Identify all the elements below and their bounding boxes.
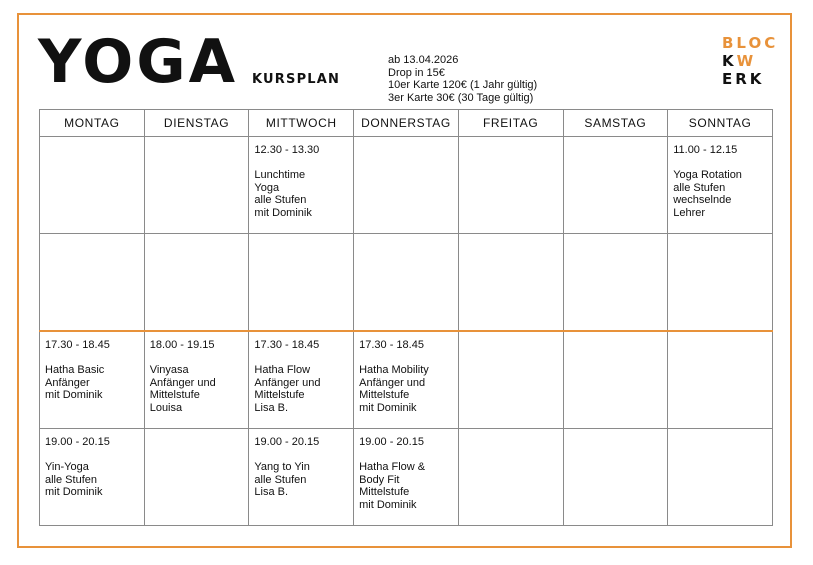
class-detail: alle Stufen bbox=[254, 473, 307, 486]
class-slot bbox=[668, 137, 773, 234]
class-detail: Anfänger bbox=[45, 376, 90, 389]
class-detail: Hatha Mobility bbox=[359, 363, 429, 376]
class-detail: Mittelstufe bbox=[254, 389, 305, 402]
logo-line-2 bbox=[722, 52, 778, 70]
empty-slot bbox=[458, 234, 563, 332]
empty-slot bbox=[354, 137, 459, 234]
class-slot bbox=[40, 429, 145, 526]
class-detail: Vinyasa bbox=[149, 363, 189, 376]
class-detail: alle Stufen bbox=[254, 194, 307, 207]
schedule-row bbox=[40, 331, 773, 429]
class-time: 18.00 - 19.15 bbox=[149, 339, 215, 351]
class-detail: Yoga Rotation bbox=[673, 168, 742, 181]
logo-text: W bbox=[736, 52, 757, 70]
empty-slot bbox=[144, 234, 249, 332]
class-time: 19.00 - 20.15 bbox=[359, 436, 424, 448]
class-slot bbox=[144, 331, 249, 429]
logo-text: BLOC bbox=[722, 34, 779, 52]
empty-slot bbox=[668, 331, 773, 429]
day-header-mittwoch: MITTWOCH bbox=[249, 110, 354, 137]
day-header-freitag: FREITAG bbox=[458, 110, 563, 137]
pricing-line: 10er Karte 120€ (1 Jahr gültig) bbox=[388, 79, 538, 91]
empty-slot bbox=[144, 137, 249, 234]
class-detail: Louisa bbox=[149, 402, 183, 415]
class-detail: alle Stufen bbox=[45, 473, 97, 486]
empty-slot bbox=[458, 137, 563, 234]
class-entry bbox=[354, 429, 458, 512]
class-detail: mit Dominik bbox=[254, 207, 312, 220]
class-entry bbox=[249, 332, 353, 415]
day-header-sonntag: SONNTAG bbox=[668, 110, 773, 137]
class-detail: mit Dominik bbox=[45, 486, 103, 499]
class-time: 19.00 - 20.15 bbox=[45, 436, 110, 448]
schedule-body bbox=[40, 137, 773, 526]
empty-slot bbox=[563, 234, 668, 332]
class-detail: Lisa B. bbox=[254, 486, 289, 499]
empty-slot bbox=[563, 429, 668, 526]
pricing-line: ab 13.04.2026 bbox=[388, 54, 459, 66]
class-detail: mit Dominik bbox=[359, 402, 417, 415]
empty-slot bbox=[563, 137, 668, 234]
schedule-row bbox=[40, 234, 773, 332]
class-slot bbox=[354, 429, 459, 526]
class-detail: mit Dominik bbox=[45, 389, 103, 402]
class-detail: Yin-Yoga bbox=[45, 460, 89, 473]
class-detail: Body Fit bbox=[359, 473, 400, 486]
class-time: 12.30 - 13.30 bbox=[254, 144, 320, 156]
page-title: YOGA bbox=[38, 27, 238, 97]
class-detail: Lunchtime bbox=[254, 168, 306, 181]
class-time: 17.30 - 18.45 bbox=[359, 339, 424, 351]
class-detail: Mittelstufe bbox=[359, 486, 410, 499]
empty-slot bbox=[40, 137, 145, 234]
day-header-montag: MONTAG bbox=[40, 110, 145, 137]
class-detail: Anfänger und bbox=[254, 376, 321, 389]
logo-line-3 bbox=[722, 70, 778, 88]
schedule-table bbox=[39, 109, 773, 526]
class-detail: mit Dominik bbox=[359, 499, 417, 512]
page-subtitle: KURSPLAN bbox=[252, 72, 341, 87]
class-detail: Anfänger und bbox=[149, 376, 216, 389]
class-detail: Hatha Flow bbox=[254, 363, 311, 376]
empty-slot bbox=[249, 234, 354, 332]
class-time: 19.00 - 20.15 bbox=[254, 436, 320, 448]
class-detail: alle Stufen bbox=[673, 181, 726, 194]
class-slot bbox=[249, 331, 354, 429]
empty-slot bbox=[668, 429, 773, 526]
class-detail: Lisa B. bbox=[254, 402, 289, 415]
empty-slot bbox=[458, 331, 563, 429]
pricing-line: 3er Karte 30€ (30 Tage gültig) bbox=[388, 91, 534, 104]
class-detail: Mittelstufe bbox=[149, 389, 200, 402]
class-detail: Yoga bbox=[254, 181, 280, 194]
day-header-donnerstag: DONNERSTAG bbox=[354, 110, 459, 137]
empty-slot bbox=[563, 331, 668, 429]
day-header-samstag: SAMSTAG bbox=[563, 110, 668, 137]
day-header-dienstag: DIENSTAG bbox=[144, 110, 249, 137]
class-detail: wechselnde bbox=[673, 194, 732, 207]
class-entry bbox=[668, 137, 772, 220]
class-entry bbox=[145, 332, 249, 415]
class-slot bbox=[249, 429, 354, 526]
class-slot bbox=[249, 137, 354, 234]
schedule-row bbox=[40, 429, 773, 526]
pricing-info bbox=[388, 54, 537, 104]
schedule-row bbox=[40, 137, 773, 234]
logo-line-1 bbox=[722, 34, 778, 52]
class-entry bbox=[249, 137, 353, 220]
logo-text: ERK bbox=[722, 70, 765, 88]
class-entry bbox=[40, 332, 144, 402]
class-slot bbox=[354, 331, 459, 429]
class-time: 17.30 - 18.45 bbox=[45, 339, 110, 351]
empty-slot bbox=[40, 234, 145, 332]
class-detail: Hatha Flow & bbox=[359, 460, 426, 473]
class-detail: Yang to Yin bbox=[254, 460, 310, 473]
empty-slot bbox=[668, 234, 773, 332]
empty-slot bbox=[354, 234, 459, 332]
empty-slot bbox=[144, 429, 249, 526]
blockwerk-logo bbox=[722, 34, 778, 88]
empty-slot bbox=[458, 429, 563, 526]
class-entry bbox=[249, 429, 353, 499]
day-header-row bbox=[40, 110, 773, 137]
class-entry bbox=[354, 332, 458, 415]
class-detail: Lehrer bbox=[673, 207, 706, 220]
class-entry bbox=[40, 429, 144, 499]
logo-text: K bbox=[722, 52, 737, 70]
class-detail: Mittelstufe bbox=[359, 389, 410, 402]
pricing-line: Drop in 15€ bbox=[388, 66, 445, 79]
class-detail: Hatha Basic bbox=[45, 363, 105, 376]
class-time: 11.00 - 12.15 bbox=[673, 144, 738, 156]
class-time: 17.30 - 18.45 bbox=[254, 339, 320, 351]
class-detail: Anfänger und bbox=[359, 376, 426, 389]
class-slot bbox=[40, 331, 145, 429]
